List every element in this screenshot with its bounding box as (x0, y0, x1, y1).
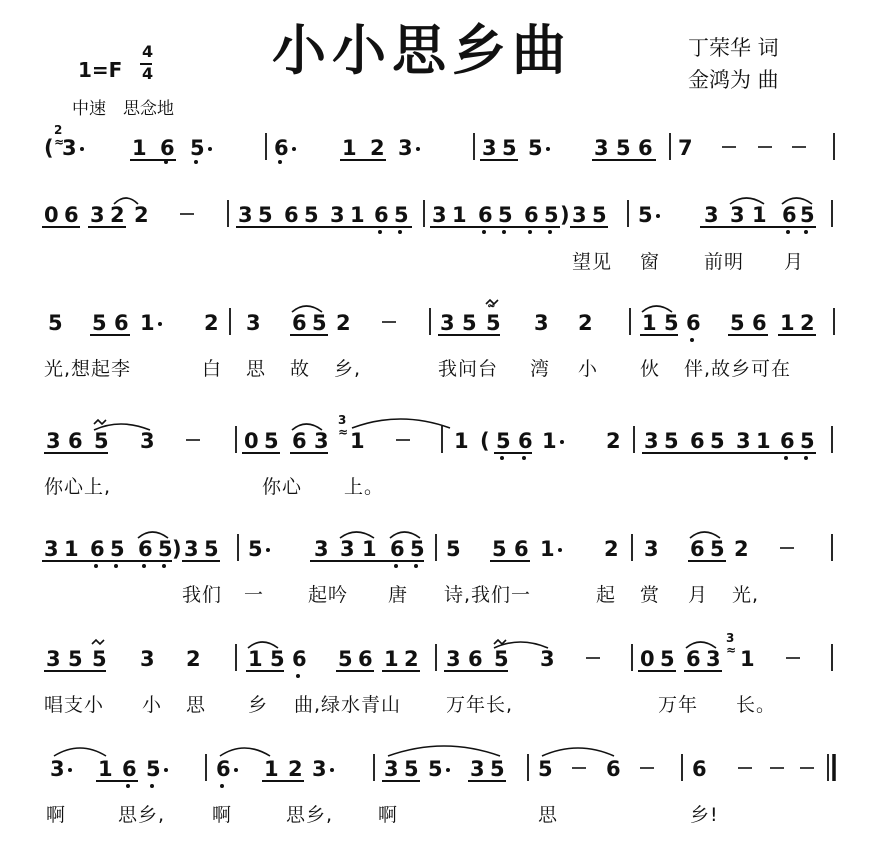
lyric-syllable: 窗 (640, 251, 661, 273)
svg-text:0: 0 (244, 429, 259, 453)
svg-text:3: 3 (594, 136, 609, 160)
svg-text:3: 3 (470, 757, 485, 781)
svg-text:6: 6 (90, 537, 105, 561)
svg-text:5: 5 (304, 203, 319, 227)
svg-text:6: 6 (524, 203, 539, 227)
svg-text:2: 2 (734, 537, 749, 561)
svg-text:5: 5 (800, 429, 815, 453)
svg-text:5: 5 (492, 537, 507, 561)
svg-text:6: 6 (292, 429, 307, 453)
svg-text:6: 6 (690, 429, 705, 453)
svg-text:5: 5 (204, 537, 219, 561)
svg-text:3: 3 (314, 429, 329, 453)
svg-text:6: 6 (274, 136, 289, 160)
svg-text:5: 5 (338, 647, 353, 671)
svg-text:6: 6 (374, 203, 389, 227)
svg-text:6: 6 (160, 136, 175, 160)
svg-text:2: 2 (288, 757, 303, 781)
svg-text:3: 3 (238, 203, 253, 227)
svg-text:𝆗: 𝆗 (488, 297, 495, 311)
svg-text:3: 3 (540, 647, 555, 671)
lyric-syllable: 故 (290, 358, 311, 380)
lyric-syllable: 曲,绿水青山 (294, 694, 402, 716)
svg-text:5: 5 (710, 429, 725, 453)
svg-text:5: 5 (496, 429, 511, 453)
key-signature: 1=F (78, 58, 123, 82)
svg-text:5: 5 (190, 136, 205, 160)
svg-text:1: 1 (452, 203, 467, 227)
svg-text:6: 6 (606, 757, 621, 781)
lyric-syllable: 湾 (530, 358, 551, 380)
svg-text:3: 3 (398, 136, 413, 160)
svg-text:2: 2 (54, 123, 63, 137)
svg-text:(: ( (480, 429, 490, 453)
music-line-2 (42, 198, 832, 234)
svg-text:5: 5 (92, 647, 107, 671)
svg-text:3: 3 (184, 537, 199, 561)
svg-text:5: 5 (158, 537, 173, 561)
music-line-7 (50, 746, 834, 788)
lyric-syllable: 光,想起李 (44, 358, 132, 380)
lyric-syllable: 你心 (262, 476, 303, 498)
svg-text:1: 1 (248, 647, 263, 671)
svg-text:): ) (172, 537, 182, 561)
lyric-syllable: 思乡, (286, 804, 334, 826)
svg-text:5: 5 (486, 311, 501, 335)
lyric-syllable: 起 (596, 584, 617, 606)
svg-text:3: 3 (90, 203, 105, 227)
svg-text:5: 5 (800, 203, 815, 227)
svg-text:1: 1 (384, 647, 399, 671)
lyric-syllable: 小 (142, 694, 163, 716)
svg-text:6: 6 (68, 429, 83, 453)
svg-text:≈: ≈ (338, 425, 349, 439)
svg-text:≈: ≈ (726, 643, 737, 657)
svg-text:5: 5 (146, 757, 161, 781)
svg-text:5: 5 (110, 537, 125, 561)
svg-text:3: 3 (384, 757, 399, 781)
svg-text:3: 3 (140, 647, 155, 671)
svg-text:0: 0 (640, 647, 655, 671)
svg-text:6: 6 (752, 311, 767, 335)
lyric-syllable: 伴,故乡可在 (684, 358, 792, 380)
music-line-6 (44, 631, 832, 678)
svg-text:5: 5 (494, 647, 509, 671)
svg-text:3: 3 (312, 757, 327, 781)
svg-text:5: 5 (312, 311, 327, 335)
time-signature-top: 4 (142, 42, 154, 61)
lyric-syllable: 我们 (182, 584, 223, 606)
svg-text:0: 0 (44, 203, 59, 227)
svg-text:1: 1 (540, 537, 555, 561)
music-line-3 (48, 297, 834, 342)
svg-text:7: 7 (678, 136, 693, 160)
svg-text:6: 6 (514, 537, 529, 561)
svg-text:1: 1 (132, 136, 147, 160)
svg-text:5: 5 (248, 537, 263, 561)
svg-text:6: 6 (216, 757, 231, 781)
lyric-syllable: 光, (732, 584, 760, 606)
lyric-syllable: 唐 (388, 584, 409, 606)
svg-text:2: 2 (110, 203, 125, 227)
svg-text:3: 3 (314, 537, 329, 561)
lyric-syllable: 万年 (658, 694, 699, 716)
svg-text:6: 6 (358, 647, 373, 671)
svg-text:6: 6 (686, 311, 701, 335)
svg-text:3: 3 (440, 311, 455, 335)
svg-text:1: 1 (756, 429, 771, 453)
svg-text:2: 2 (134, 203, 149, 227)
svg-text:6: 6 (638, 136, 653, 160)
svg-text:1: 1 (780, 311, 795, 335)
svg-text:5: 5 (660, 647, 675, 671)
svg-text:1: 1 (642, 311, 657, 335)
svg-text:6: 6 (284, 203, 299, 227)
svg-text:6: 6 (122, 757, 137, 781)
lyric-syllable: 啊 (378, 804, 399, 826)
svg-text:3: 3 (140, 429, 155, 453)
svg-text:5: 5 (394, 203, 409, 227)
lyric-syllable: 上。 (344, 476, 385, 498)
lyric-syllable: 伙 (640, 358, 661, 380)
svg-text:6: 6 (138, 537, 153, 561)
svg-text:5: 5 (94, 429, 109, 453)
svg-text:6: 6 (478, 203, 493, 227)
svg-text:1: 1 (350, 429, 365, 453)
svg-text:3: 3 (338, 413, 347, 427)
lyric-syllable: 思 (538, 804, 559, 826)
lyric-syllable: 乡 (248, 694, 269, 716)
svg-text:1: 1 (454, 429, 469, 453)
svg-text:3: 3 (736, 429, 751, 453)
svg-text:3: 3 (44, 537, 59, 561)
lyric-syllable: 思 (246, 358, 267, 380)
svg-text:6: 6 (518, 429, 533, 453)
lyric-syllable: 赏 (640, 584, 661, 606)
svg-text:5: 5 (428, 757, 443, 781)
svg-text:6: 6 (690, 537, 705, 561)
lyric-syllable: 你心上, (44, 476, 112, 498)
lyric-syllable: 诗,我们一 (444, 584, 532, 606)
lyric-syllable: 我问台 (438, 358, 499, 380)
svg-text:5: 5 (270, 647, 285, 671)
svg-text:5: 5 (502, 136, 517, 160)
svg-text:3: 3 (330, 203, 345, 227)
lyric-syllable: 思 (186, 694, 207, 716)
lyric-syllable: 月 (784, 251, 805, 273)
svg-text:1: 1 (752, 203, 767, 227)
svg-text:3: 3 (46, 429, 61, 453)
svg-text:3: 3 (446, 647, 461, 671)
svg-text:5: 5 (616, 136, 631, 160)
svg-text:1: 1 (98, 757, 113, 781)
svg-text:2: 2 (204, 311, 219, 335)
svg-text:3: 3 (730, 203, 745, 227)
lyric-syllable: 乡, (334, 358, 362, 380)
svg-text:3: 3 (644, 537, 659, 561)
svg-text:1: 1 (740, 647, 755, 671)
svg-text:1: 1 (264, 757, 279, 781)
svg-text:): ) (560, 203, 570, 227)
composer-credit: 金鸿为 曲 (688, 68, 779, 92)
lyric-syllable: 一 (244, 584, 265, 606)
svg-text:3: 3 (340, 537, 355, 561)
svg-text:6: 6 (292, 647, 307, 671)
svg-text:6: 6 (114, 311, 129, 335)
svg-text:2: 2 (800, 311, 815, 335)
svg-text:6: 6 (292, 311, 307, 335)
lyric-syllable: 前明 (704, 251, 745, 273)
svg-text:3: 3 (482, 136, 497, 160)
svg-text:5: 5 (48, 311, 63, 335)
open-paren: ( (44, 136, 54, 160)
svg-text:2: 2 (404, 647, 419, 671)
svg-text:1: 1 (342, 136, 357, 160)
svg-text:5: 5 (592, 203, 607, 227)
svg-text:2: 2 (606, 429, 621, 453)
svg-text:3: 3 (46, 647, 61, 671)
svg-text:1: 1 (64, 537, 79, 561)
svg-text:2: 2 (336, 311, 351, 335)
svg-text:3: 3 (572, 203, 587, 227)
svg-text:6: 6 (692, 757, 707, 781)
time-signature-bottom: 4 (142, 64, 154, 83)
tempo-marking: 中速 思念地 (72, 99, 174, 119)
svg-text:5: 5 (68, 647, 83, 671)
svg-text:5: 5 (92, 311, 107, 335)
svg-text:5: 5 (528, 136, 543, 160)
lyric-syllable: 万年长, (446, 694, 514, 716)
svg-text:6: 6 (468, 647, 483, 671)
music-line-5 (42, 532, 832, 568)
svg-text:3: 3 (644, 429, 659, 453)
svg-text:6: 6 (780, 429, 795, 453)
song-title: 小小思乡曲 (272, 19, 572, 82)
svg-text:3: 3 (50, 757, 65, 781)
svg-text:1: 1 (542, 429, 557, 453)
svg-text:5: 5 (410, 537, 425, 561)
lyric-syllable: 月 (688, 584, 709, 606)
svg-text:6: 6 (686, 647, 701, 671)
lyric-syllable: 乡! (690, 804, 719, 826)
svg-text:6: 6 (390, 537, 405, 561)
svg-text:5: 5 (730, 311, 745, 335)
svg-text:≈: ≈ (54, 135, 65, 149)
lyric-syllable: 望见 (572, 251, 613, 273)
lyric-syllable: 思乡, (118, 804, 166, 826)
music-line-1 (44, 123, 834, 164)
svg-text:6: 6 (782, 203, 797, 227)
lyric-syllable: 啊 (212, 804, 233, 826)
lyricist-credit: 丁荣华 词 (688, 36, 779, 60)
svg-text:5: 5 (710, 537, 725, 561)
lyric-syllable: 长。 (736, 694, 777, 716)
svg-text:5: 5 (538, 757, 553, 781)
svg-text:5: 5 (258, 203, 273, 227)
music-line-4 (44, 413, 832, 460)
svg-text:5: 5 (498, 203, 513, 227)
svg-text:2: 2 (186, 647, 201, 671)
svg-text:5: 5 (446, 537, 461, 561)
lyric-syllable: 白 (202, 358, 223, 380)
svg-text:6: 6 (64, 203, 79, 227)
svg-text:1: 1 (140, 311, 155, 335)
svg-text:5: 5 (544, 203, 559, 227)
lyric-syllable: 啊 (46, 804, 67, 826)
svg-text:5: 5 (404, 757, 419, 781)
svg-text:3: 3 (704, 203, 719, 227)
svg-text:3: 3 (706, 647, 721, 671)
svg-text:5: 5 (490, 757, 505, 781)
svg-text:1: 1 (350, 203, 365, 227)
svg-text:5: 5 (664, 429, 679, 453)
svg-text:5: 5 (638, 203, 653, 227)
svg-text:2: 2 (604, 537, 619, 561)
lyric-syllable: 唱支小 (44, 694, 105, 716)
svg-text:5: 5 (664, 311, 679, 335)
svg-text:2: 2 (578, 311, 593, 335)
lyric-syllable: 小 (578, 358, 599, 380)
svg-text:5: 5 (264, 429, 279, 453)
svg-text:5: 5 (462, 311, 477, 335)
svg-text:3: 3 (534, 311, 549, 335)
svg-text:3: 3 (62, 136, 77, 160)
svg-text:3: 3 (432, 203, 447, 227)
svg-text:2: 2 (370, 136, 385, 160)
svg-text:3: 3 (246, 311, 261, 335)
svg-text:1: 1 (362, 537, 377, 561)
lyric-syllable: 起吟 (308, 584, 349, 606)
svg-text:3: 3 (726, 631, 735, 645)
